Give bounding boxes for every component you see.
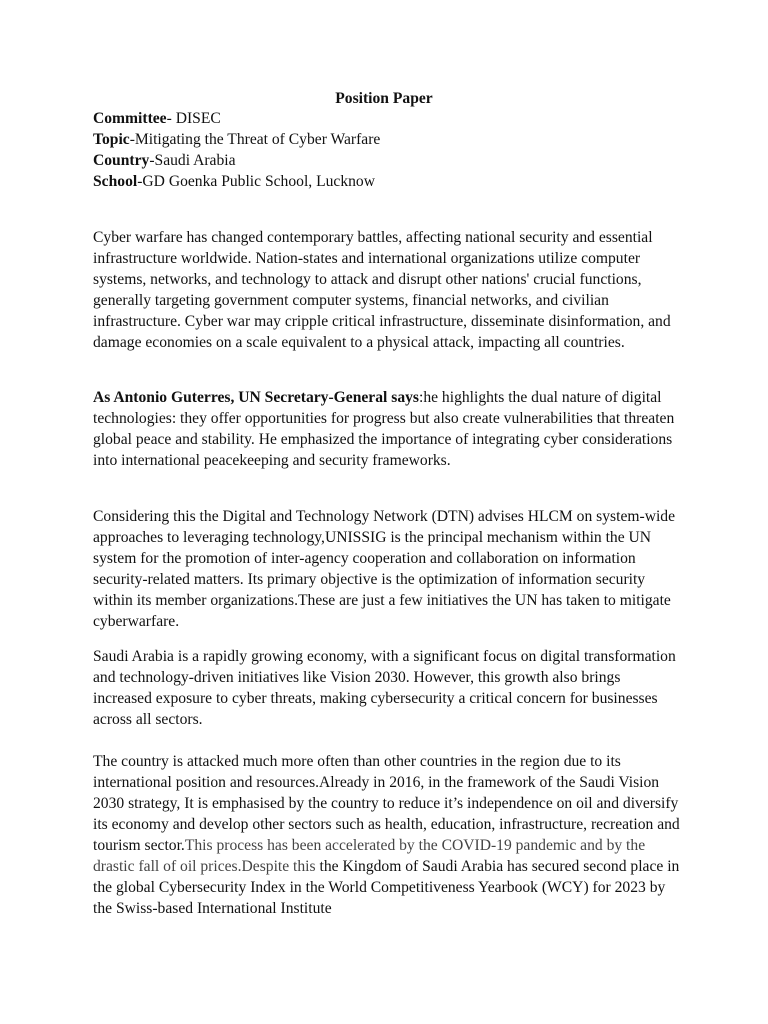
meta-committee (93, 108, 683, 129)
meta-topic-label: Topic (93, 131, 130, 148)
paragraph-un-initiatives: Considering this the Digital and Technology Network (DTN) advises HLCM on system-wide approaches to leveraging technology,UNISSIG is the principal mechanism within the UN system for the promotion of inter-agency cooperation and collaboration on information security-related matters. Its primary objective is the optimization of information security within its member organizations.These are just a few initiatives the UN has taken to mitigate cyberwarfare. (93, 508, 676, 630)
meta-topic (93, 129, 683, 150)
meta-school-value: -GD Goenka Public School, Lucknow (137, 173, 375, 190)
paragraph-guterres-text: :he highlights the dual nature of digital technologies: they offer opportunities for progress but also create vulnerabilities that threaten global peace and stability. He emphasized the importance of integrating cyber considerations into international peacekeeping and security frameworks. (93, 389, 675, 469)
document-meta (93, 108, 683, 192)
meta-country-label: Country (93, 152, 150, 169)
meta-country (93, 150, 683, 171)
meta-committee-value: - DISEC (166, 110, 221, 127)
paragraph-saudi-attacks-part-c: the Kingdom of Saudi Arabia has secured second place in the global Cybersecurity Index in the World Competitiveness Yearbook (WCY) for 2023 by the Swiss-based International Institute (93, 858, 680, 917)
meta-school-label: School (93, 173, 138, 190)
paragraph-saudi-attacks-part-b: This process has been accelerated by the COVID-19 pandemic and by the drastic fall of oil prices.Despite this (93, 837, 646, 875)
paragraph-saudi-attacks-part-a: The country is attacked much more often than other countries in the region due to its international position and resources.Already in 2016, in the framework of the Saudi Vision 2030 strategy, It is emphasised by the country to reduce it’s independence on oil and diversify its economy and develop other sectors such as health, education, infrastructure, recreation and tourism sector. (93, 753, 680, 854)
meta-school (93, 171, 683, 192)
paragraph-saudi-attacks (93, 751, 683, 919)
meta-country-value: -Saudi Arabia (149, 152, 236, 169)
meta-topic-value: -Mitigating the Threat of Cyber Warfare (129, 131, 381, 148)
meta-committee-label: Committee (93, 110, 167, 127)
paragraph-guterres (93, 387, 683, 471)
paragraph-intro: Cyber warfare has changed contemporary battles, affecting national security and essential infrastructure worldwide. Nation-states and international organizations utilize computer systems, networks, and technology to attack and disrupt other nations' crucial functions, generally targeting government computer systems, financial networks, and civilian infrastructure. Cyber war may cripple critical infrastructure, disseminate disinformation, and damage economies on a scale equivalent to a physical attack, impacting all countries. (93, 229, 671, 351)
document-title: Position Paper (335, 90, 433, 107)
paragraph-saudi-economy: Saudi Arabia is a rapidly growing economy, with a significant focus on digital transformation and technology-driven initiatives like Vision 2030. However, this growth also brings increased exposure to cyber threats, making cybersecurity a critical concern for businesses across all sectors. (93, 648, 676, 728)
paragraph-guterres-lead: As Antonio Guterres, UN Secretary-General says (93, 389, 419, 406)
